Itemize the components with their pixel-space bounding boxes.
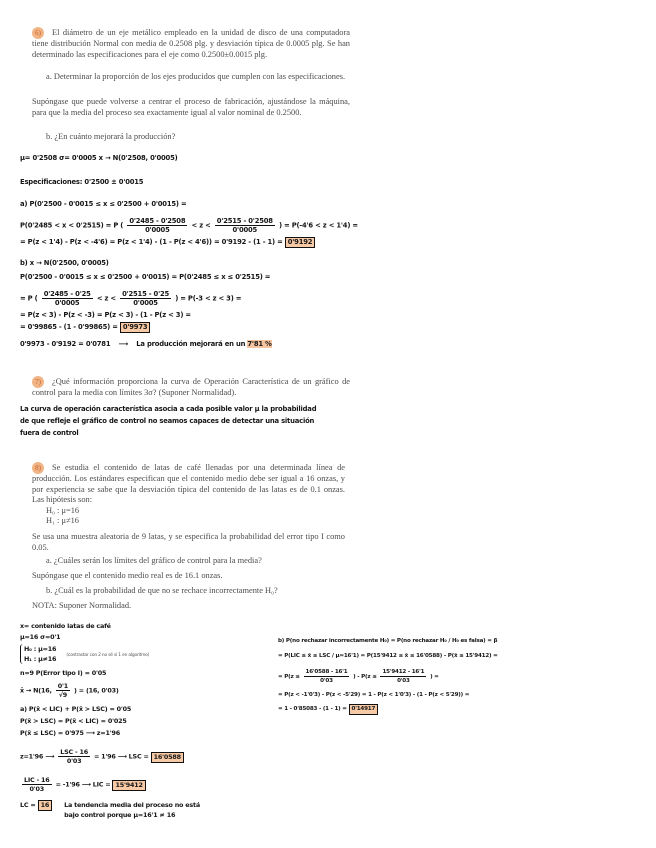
- problem-6-middle-text: Supóngase que puede volverse a centrar el proceso de fabricación, ajustándose la máquina, para que la media del proceso sea exactamente igual al valor nominal de 0.2500.: [32, 97, 350, 117]
- problem-6-statement: [32, 27, 350, 60]
- problem-8-statement: [32, 462, 345, 506]
- answer-box: 0'9973: [120, 322, 151, 333]
- numerator: LIC - 16: [24, 776, 50, 784]
- fraction: [380, 668, 426, 685]
- handwritten-line: x= contenido latas de café: [20, 622, 111, 630]
- denominator: √9: [58, 691, 68, 699]
- problem-8-item-a: a. ¿Cuáles serán los límites del gráfico de control para la media?: [46, 556, 262, 565]
- handwritten-line: fuera de control: [20, 429, 79, 437]
- handwritten-text: < z <: [96, 294, 116, 303]
- problem-number-badge: 8): [32, 462, 44, 474]
- handwritten-line: [20, 322, 150, 333]
- numerator: 0'2485 - 0'2508: [129, 217, 186, 225]
- handwritten-text: x̄ → N(16,: [20, 686, 52, 695]
- handwritten-line: b) x → N(0'2500, 0'0005): [20, 259, 109, 267]
- handwritten-text: ) = (16, 0'03): [74, 686, 119, 695]
- handwritten-text: ) = P(-4'6 < z < 1'4) =: [278, 221, 358, 230]
- handwritten-line: = P(LIC ≤ x̄ ≤ LSC / μ=16'1) = P(15'9412 ≤ x̄ ≤ 16'0588) - P(x̄ ≤ 15'9412) =: [278, 653, 498, 659]
- answer-box: 15'9412: [112, 780, 145, 791]
- fraction: [42, 290, 93, 307]
- denominator: 0'0005: [133, 299, 158, 307]
- handwritten-text: La tendencia media del proceso no está: [64, 801, 200, 809]
- handwritten-text: = 1 - 0'85083 - (1 - 1) =: [278, 706, 347, 712]
- handwritten-line: Especificaciones: 0'2500 ± 0'0015: [20, 178, 144, 186]
- handwritten-text: 0'9973 - 0'9192 = 0'0781: [20, 340, 111, 348]
- handwritten-text: ) = P(-3 < z < 3) =: [175, 294, 242, 303]
- fraction: [120, 290, 171, 307]
- handwritten-text: H₀ : μ=16: [24, 645, 57, 653]
- handwritten-text: ) =: [430, 674, 439, 680]
- fraction: [58, 748, 90, 765]
- problem-6-item-b: b. ¿En cuánto mejorará la producción?: [46, 132, 176, 141]
- handwritten-line: [278, 704, 378, 715]
- brace-group: [20, 644, 56, 664]
- denominator: 0'03: [66, 757, 82, 765]
- highlighted-result: 7'81 %: [247, 340, 272, 348]
- margin-note: (contrastar con 2 no sé si 1 en algoritmo): [66, 653, 150, 658]
- handwritten-text: LC =: [20, 801, 36, 809]
- problem-8-sample-text: Se usa una muestra aleatoria de 9 latas, y se especifica la probabilidad del error tipo I como 0.05.: [32, 532, 345, 552]
- handwritten-hypotheses: [20, 644, 149, 664]
- numerator: 0'1: [57, 682, 68, 690]
- fraction: [304, 668, 350, 685]
- fraction: [22, 776, 52, 793]
- numerator: 0'2515 - 0'2508: [216, 217, 273, 225]
- handwritten-text: = -1'96 ⟶ LIC =: [55, 780, 111, 789]
- handwritten-line: = P(z < -1'0'3) - P(z < -5'29) = 1 - P(z < 1'0'3) - (1 - P(z < 5'29)) =: [278, 692, 470, 698]
- hypothesis-h1: H₁ : μ≠16: [46, 516, 79, 525]
- denominator: 0'03: [29, 785, 45, 793]
- statement-text: El diámetro de un eje metálico empleado en la unidad de disco de una computadora tiene distribución Normal con media de 0.2508 plg. y desviación típica de 0.0005 plg. Se han determinado las especificaciones para el eje como 0.2500±0.0015 plg.: [32, 28, 350, 59]
- handwritten-line: a) P(0'2500 - 0'0015 ≤ x ≤ 0'2500 + 0'0015) =: [20, 200, 187, 208]
- handwritten-line: [20, 237, 315, 248]
- problem-7-statement: [32, 376, 350, 399]
- handwritten-text: P(0'2485 < x < 0'2515) = P (: [20, 221, 124, 230]
- problem-6-item-a: a. Determinar la proporción de los ejes producidos que cumplen con las especificaciones.: [46, 72, 346, 81]
- problem-8-item-b: b. ¿Cuál es la probabilidad de que no se rechace incorrectamente H₀?: [46, 586, 278, 595]
- handwritten-text: = P (: [20, 294, 38, 303]
- handwritten-fraction-line: [278, 668, 439, 685]
- problem-number-badge: 7): [32, 376, 44, 388]
- problem-8-nota: NOTA: Suponer Normalidad.: [32, 601, 132, 610]
- handwritten-text: z=1'96 ⟶: [20, 752, 55, 761]
- handwritten-line: n=9 P(Error tipo I) = 0'05: [20, 669, 107, 677]
- answer-box: 16'0588: [151, 752, 184, 763]
- denominator: 0'0005: [54, 299, 80, 307]
- handwritten-line: b) P(no rechazar incorrectamente H₀) = P(no rechazar H₀ / H₀ es falsa) = β: [278, 638, 498, 644]
- problem-8-middle-text: Supóngase que el contenido medio real es de 16.1 onzas.: [32, 571, 223, 580]
- statement-text: Se estudia el contenido de latas de café llenadas por una determinada línea de producción. Los estándares especifican que el contenido medio debe ser igual a 16 onzas, y por experiencia se sabe que la desviación típica del contenido de las latas es de 0.1 onzas. Las hipótesis son:: [32, 463, 345, 505]
- handwritten-fraction-line: [20, 748, 184, 765]
- fraction: [56, 682, 70, 699]
- handwritten-fraction-line: [20, 776, 146, 793]
- handwritten-text: = 0'99865 - (1 - 0'99865) =: [20, 323, 118, 331]
- hypothesis-h0: H₀ : μ=16: [46, 506, 80, 515]
- arrow-icon: ⟶: [118, 340, 129, 348]
- handwritten-line: μ=16 σ=0'1: [20, 633, 61, 641]
- conclusion-block: [64, 800, 200, 820]
- answer-box: 0'14917: [349, 704, 379, 715]
- handwritten-text: < z <: [191, 221, 211, 230]
- handwritten-line: [20, 800, 200, 820]
- handwritten-line: de que refleje el gráfico de control no seamos capaces de detectar una situación: [20, 417, 315, 425]
- handwritten-text: La producción mejorará en un: [136, 340, 246, 348]
- handwritten-text: = 1'96 ⟶ LSC =: [94, 752, 149, 761]
- denominator: 0'03: [320, 678, 333, 684]
- handwritten-text: = P(z ≤: [278, 674, 300, 680]
- handwritten-line: = P(z < 3) - P(z < -3) = P(z < 3) - (1 - P(z < 3) =: [20, 311, 191, 319]
- denominator: 0'0005: [232, 226, 258, 234]
- handwritten-fraction-line: [20, 290, 241, 307]
- answer-box: 16: [38, 800, 53, 811]
- numerator: 16'0588 - 16'1: [305, 669, 348, 675]
- handwritten-text: ) - P(z ≤: [353, 674, 377, 680]
- handwritten-line: P(x̄ ≤ LSC) = 0'975 ⟶ z=1'96: [20, 729, 120, 737]
- numerator: 15'9412 - 16'1: [382, 669, 425, 675]
- denominator: 0'03: [397, 678, 410, 684]
- numerator: 0'2515 - 0'25: [122, 290, 170, 298]
- handwritten-line: [20, 339, 272, 349]
- handwritten-text: bajo control porque μ=16'1 ≠ 16: [64, 811, 176, 819]
- fraction: [215, 217, 275, 234]
- answer-box: 0'9192: [285, 237, 316, 248]
- numerator: 0'2485 - 0'25: [43, 290, 91, 298]
- handwritten-line: P(x̄ > LSC) = P(x̄ < LIC) = 0'025: [20, 717, 127, 725]
- handwritten-line: a) P(x̄ < LIC) + P(x̄ > LSC) = 0'05: [20, 705, 132, 713]
- denominator: 0'0005: [145, 226, 170, 234]
- handwritten-text: H₁ : μ≠16: [24, 655, 57, 663]
- numerator: LSC - 16: [60, 748, 88, 756]
- handwritten-line: μ= 0'2508 σ= 0'0005 x → N(0'2508, 0'0005): [20, 154, 178, 162]
- handwritten-line: La curva de operación característica asocia a cada posible valor μ la probabilidad: [20, 405, 317, 413]
- handwritten-fraction-line: [20, 217, 358, 234]
- handwritten-fraction-line: [20, 682, 119, 699]
- handwritten-text: = P(z < 1'4) - P(z < -4'6) = P(z < 1'4) - (1 - P(z < 4'6)) = 0'9192 - (1 - 1) =: [20, 238, 283, 246]
- fraction: [127, 217, 187, 234]
- problem-number-badge: 6): [32, 27, 44, 39]
- statement-text: ¿Qué información proporciona la curva de Operación Característica de un gráfico de control para la media con límites 3σ? (Suponer Normalidad).: [32, 377, 350, 397]
- handwritten-line: P(0'2500 - 0'0015 ≤ x ≤ 0'2500 + 0'0015) = P(0'2485 ≤ x ≤ 0'2515) =: [20, 273, 271, 281]
